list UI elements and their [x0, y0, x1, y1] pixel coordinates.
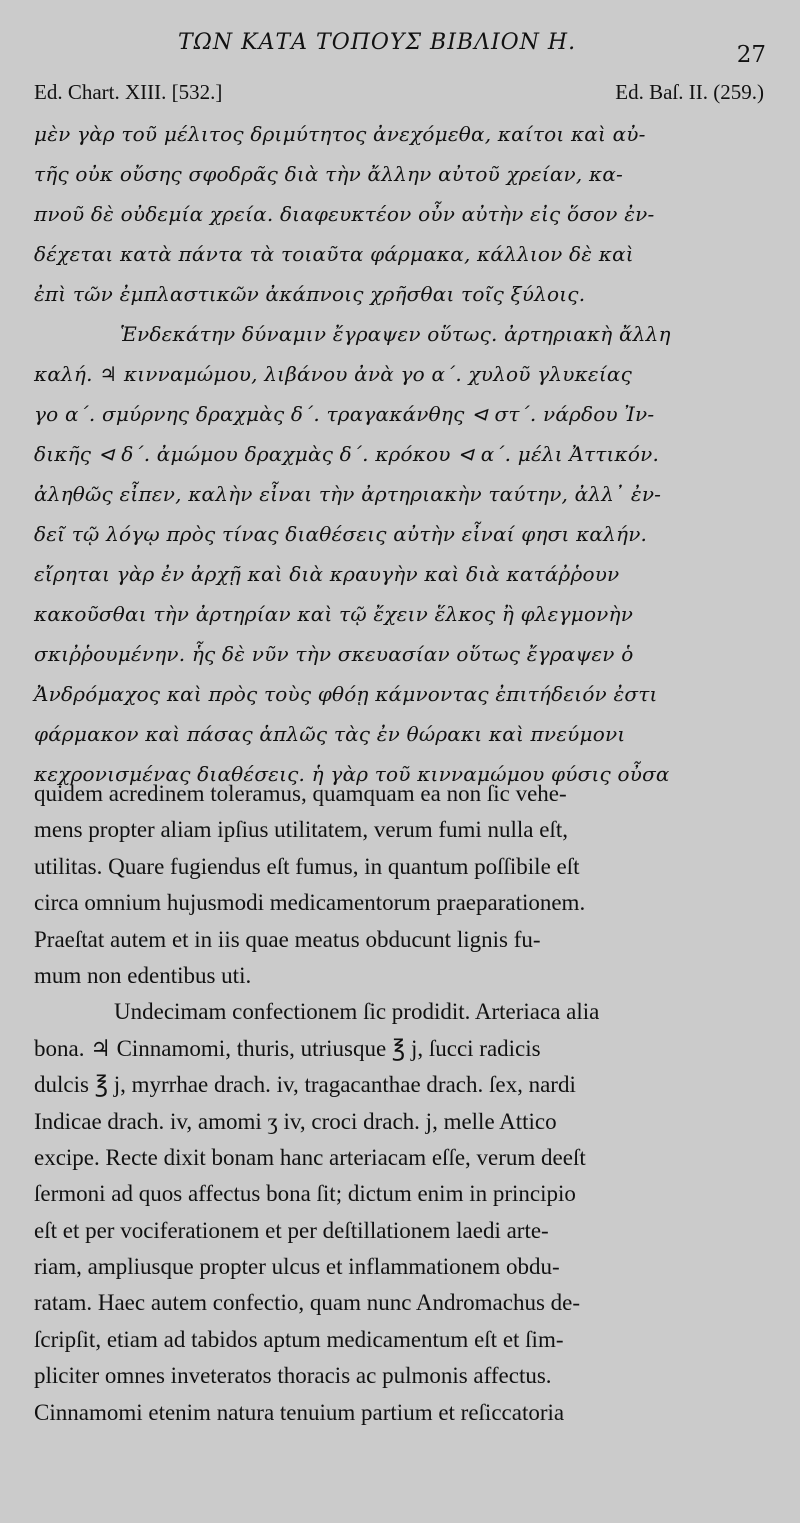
- greek-line: Ἑνδεκάτην δύναμιν ἔγραψεν οὕτως. ἀρτηριακὴ ἄλλη: [120, 322, 671, 346]
- latin-line: Praeſtat autem et in iis quae meatus obducunt lignis fu-: [34, 926, 541, 952]
- greek-text-block: [34, 114, 768, 794]
- greek-line: τῆς οὐκ οὔσης σφοδρᾶς διὰ τὴν ἄλλην αὐτοῦ χρείαν, κα-: [34, 162, 623, 186]
- greek-line: σκιῤῥουμένην. ἧς δὲ νῦν τὴν σκευασίαν οὕτως ἔγραψεν ὁ: [34, 642, 634, 666]
- latin-line: Cinnamomi etenim natura tenuium partium et reſiccatoria: [34, 1399, 565, 1425]
- edition-chart-reference: Ed. Chart. XIII. [532.]: [34, 80, 223, 104]
- greek-line: δικῆς ⊲ δ΄. ἀμώμου δραχμὰς δ΄. κρόκου ⊲ α΄. μέλι Ἀττικόν.: [34, 442, 660, 466]
- latin-line: ſermoni ad quos affectus bona ſit; dictum enim in principio: [34, 1181, 576, 1207]
- latin-line: mens propter aliam ipſius utilitatem, verum fumi nulla eſt,: [34, 817, 568, 843]
- greek-line: εἴρηται γὰρ ἐν ἀρχῇ καὶ διὰ κραυγὴν καὶ διὰ κατάῤῥουν: [34, 562, 620, 586]
- latin-line: ratam. Haec autem confectio, quam nunc Andromachus de-: [34, 1290, 581, 1316]
- latin-line: pliciter omnes inveteratos thoracis ac pulmonis affectus.: [34, 1363, 552, 1389]
- latin-line: Indicae drach. iv, amomi ʒ iv, croci drach. j, melle Attico: [34, 1108, 557, 1134]
- greek-line: δεῖ τῷ λόγῳ πρὸς τίνας διαθέσεις αὐτὴν εἶναί φησι καλήν.: [34, 522, 648, 546]
- greek-line: ἀληθῶς εἶπεν, καλὴν εἶναι τὴν ἀρτηριακὴν ταύτην, ἀλλ᾽ ἐν-: [34, 482, 662, 506]
- latin-line: Undecimam confectionem ſic prodidit. Arteriaca alia: [114, 999, 600, 1025]
- greek-line: μὲν γὰρ τοῦ μέλιτος δριμύτητος ἀνεχόμεθα, καίτοι καὶ αὐ-: [34, 122, 646, 146]
- page-number: 27: [736, 42, 766, 68]
- latin-line: bona. ♃ Cinnamomi, thuris, utriusque ℥ j, ſucci radicis: [34, 1035, 541, 1061]
- greek-line: πνοῦ δὲ οὐδεμία χρεία. διαφευκτέον οὖν αὐτὴν εἰς ὅσον ἐν-: [34, 202, 655, 226]
- greek-line: φάρμακον καὶ πάσας ἁπλῶς τὰς ἐν θώρακι καὶ πνεύμονι: [34, 722, 626, 746]
- greek-line: ἐπὶ τῶν ἐμπλαστικῶν ἀκάπνοις χρῆσθαι τοῖς ξύλοις.: [34, 282, 586, 306]
- running-title: ΤΩΝ ΚΑΤΑ ΤΟΠΟΥΣ ΒΙΒΛΙΟΝ Η.: [178, 30, 577, 55]
- latin-line: dulcis ℥ j, myrrhae drach. iv, tragacanthae drach. ſex, nardi: [34, 1072, 576, 1098]
- greek-line: δέχεται κατὰ πάντα τὰ τοιαῦτα φάρμακα, κάλλιον δὲ καὶ: [34, 242, 634, 266]
- latin-line: circa omnium hujusmodi medicamentorum praeparationem.: [34, 890, 586, 916]
- greek-line: Ἀνδρόμαχος καὶ πρὸς τοὺς φθόῃ κάμνοντας ἐπιτήδειόν ἐστι: [34, 682, 658, 706]
- greek-line: κακοῦσθαι τὴν ἀρτηρίαν καὶ τῷ ἔχειν ἕλκος ἢ φλεγμονὴν: [34, 602, 634, 626]
- latin-line: eſt et per vociferationem et per deſtillationem laedi arte-: [34, 1217, 549, 1243]
- latin-line: mum non edentibus uti.: [34, 962, 252, 988]
- latin-line: riam, ampliusque propter ulcus et inflammationem obdu-: [34, 1254, 560, 1280]
- edition-basel-reference: Ed. Baſ. II. (259.): [615, 80, 764, 104]
- latin-line: excipe. Recte dixit bonam hanc arteriacam eſſe, verum deeſt: [34, 1144, 586, 1170]
- greek-line: καλή. ♃ κινναμώμου, λιβάνου ἀνὰ γο α΄. χυλοῦ γλυκείας: [34, 362, 632, 386]
- latin-line: quidem acredinem toleramus, quamquam ea non ſic vehe-: [34, 781, 567, 806]
- greek-line: κεχρονισμένας διαθέσεις. ἡ γὰρ τοῦ κινναμώμου φύσις οὖσα: [34, 762, 670, 786]
- greek-line: γο α΄. σμύρνης δραχμὰς δ΄. τραγακάνθης ⊲ στ΄. νάρδου Ἰν-: [34, 402, 655, 426]
- latin-line: utilitas. Quare fugiendus eſt fumus, in quantum poſſibile eſt: [34, 853, 580, 879]
- latin-text-block: [34, 776, 768, 1431]
- latin-line: ſcripſit, etiam ad tabidos aptum medicamentum eſt et ſim-: [34, 1326, 564, 1352]
